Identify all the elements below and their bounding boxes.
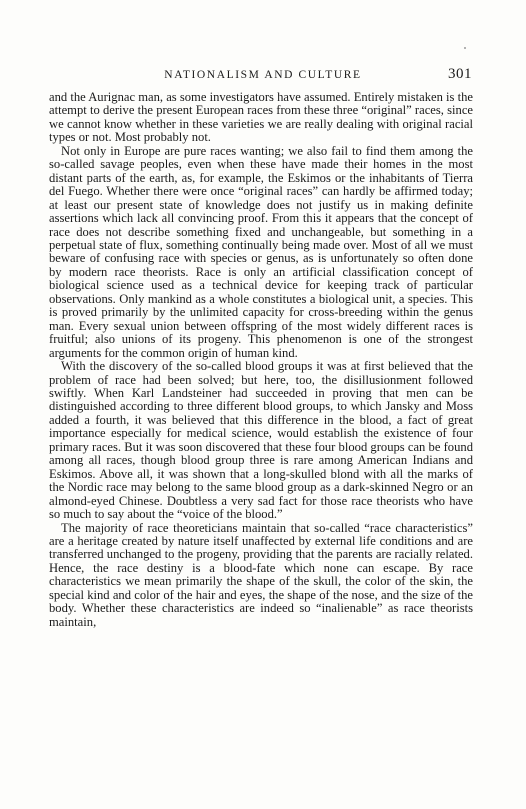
paragraph-continued: and the Aurignac man, as some investigators have assumed. Entirely mistaken is the attempt to derive the present European races from these three “original” races, since we cannot know whether in these varieties we are really dealing with original racial types or not. Most probably not. bbox=[49, 90, 473, 145]
paragraph: The majority of race theoreticians maintain that so-called “race characteristics” are a heritage created by nature itself unaffected by external life conditions and are transferred unchanged to the progeny, providing that the parents are racially related. Hence, the race destiny is a blood-fate which none can escape. By race characteristics we mean primarily the shape of the skull, the color of the skin, the special kind and color of the hair and eyes, the shape of the nose, and the size of the body. Whether these characteristics are indeed so “inalienable” as race theorists maintain, bbox=[49, 520, 473, 629]
paragraph: Not only in Europe are pure races wanting; we also fail to find them among the so-called savage peoples, even when these have made their homes in the most distant parts of the earth, as, for example, the Eskimos or the inhabitants of Tierra del Fuego. Whether there were once “original races” can hardly be affirmed today; at least our present state of knowledge does not justify us in making definite assertions which lack all convincing proof. From this it appears that the concept of race does not describe something fixed and unchangeable, but something in a perpetual state of flux, something continually being made over. Most of all we must beware of confusing race with species or genus, as is unfortunately so often done by modern race theorists. Race is only an artificial classification concept of biological science used as a technical device for keeping track of particular observations. Only mankind as a whole constitutes a biological unit, a species. This is proved primarily by the unlimited capacity for cross-breeding within the genus man. Every sexual union between offspring of the most widely different races is fruitful; also unions of its progeny. This phenomenon is one of the strongest arguments for the common origin of human kind. bbox=[49, 143, 473, 360]
paragraph: With the discovery of the so-called blood groups it was at first believed that the problem of race had been solved; but here, too, the disillusionment followed swiftly. When Karl Landsteiner had succeeded in proving that men can be distinguished according to three different blood groups, to which Jansky and Moss added a fourth, it was believed that this difference in the blood, a fact of great importance especially for medical science, would establish the existence of four primary races. But it was soon discovered that these four blood groups can be found among all races, though blood group three is rare among American Indians and Eskimos. Above all, it was shown that a long-skulled blond with all the marks of the Nordic race may belong to the same blood group as a dark-skinned Negro or an almond-eyed Chinese. Doubtless a very sad fact for those race theorists who have so much to say about the “voice of the blood.” bbox=[49, 359, 473, 522]
running-head: NATIONALISM AND CULTURE bbox=[164, 69, 362, 81]
page-number: 301 bbox=[448, 66, 472, 82]
page-header bbox=[56, 68, 470, 84]
paper-speck bbox=[464, 47, 466, 49]
body-text bbox=[49, 91, 473, 629]
